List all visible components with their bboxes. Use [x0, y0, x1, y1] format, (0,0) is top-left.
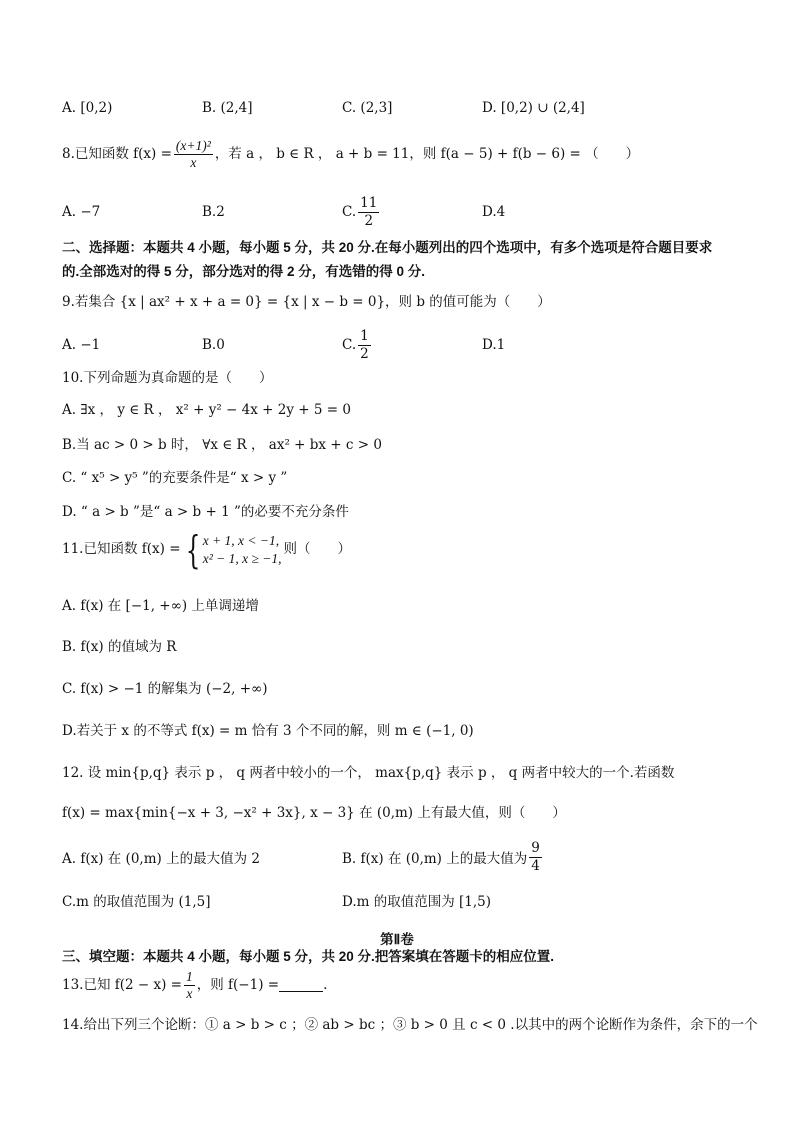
q12-option-c: C.m 的取值范围为 (1,5] [62, 894, 211, 910]
q10-stem: 10.下列命题为真命题的是（ ） [62, 370, 273, 386]
q8-c-den: 2 [364, 212, 374, 229]
q9-option-c [342, 325, 373, 365]
section2-line1: 二、选择题：本题共 4 小题，每小题 5 分，共 20 分.在每小题列出的四个选项中，有多个选项是符合题目要求 [62, 240, 713, 255]
q8-options [62, 192, 762, 232]
q11-stem [62, 528, 351, 572]
q10-option-c: C. “ x⁵ > y⁵ ”的充要条件是“ x > y ” [62, 470, 288, 486]
q8-option-c-fraction [358, 195, 379, 228]
q7-option-a: A. [0,2) [62, 100, 113, 116]
q8-frac-den: x [190, 155, 197, 171]
q8-frac-num: (x+1)² [174, 138, 213, 155]
section2-line2: 的.全部选对的得 5 分，部分选对的得 2 分，有选错的得 0 分. [62, 264, 426, 279]
section3-heading: 三、填空题：本题共 4 小题，每小题 5 分，共 20 分.把答案填在答题卡的相应位置. [62, 949, 555, 964]
q9-c-num: 1 [360, 328, 369, 345]
q7-option-b: B. (2,4] [202, 100, 253, 116]
q7-options [62, 88, 762, 128]
q13-fraction [184, 969, 195, 1002]
q14-stem: 14.给出下列三个论断：① a > b > c ；② ab > bc ；③ b > 0 且 c < 0 .以其中的两个论断作为条件，余下的一个 [62, 1017, 758, 1033]
q8-c-num: 11 [360, 195, 378, 212]
q11-suffix: 则（ ） [283, 541, 351, 558]
q13-frac-num: 1 [184, 969, 195, 986]
q9-stem: 9.若集合 {x | ax² + x + a = 0} = {x | x − b = 0}，则 b 的值可能为（ ） [62, 294, 551, 310]
q8-option-a: A. −7 [62, 204, 101, 220]
q13-stem [62, 969, 327, 1002]
q9-option-c-fraction [358, 328, 371, 361]
q11-prefix: 11.已知函数 f(x) = [62, 541, 181, 558]
q12-options-ab [62, 837, 762, 877]
q8-suffix: ，若 a ， b ∈ R ， a + b = 11，则 f(a − 5) + f(b − 6) = （ ） [214, 145, 640, 162]
q12-option-b [342, 837, 544, 877]
q13-suffix: ，则 f(−1) = [196, 976, 280, 993]
q7-option-d: D. [0,2) ∪ (2,4] [482, 100, 585, 116]
q12-option-b-fraction [529, 840, 542, 873]
q10-option-d: D. “ a > b ”是“ a > b + 1 ”的必要不充分条件 [62, 504, 349, 520]
q11-cases [203, 532, 282, 568]
q11-option-a: A. f(x) 在 [−1, +∞) 上单调递增 [62, 598, 259, 614]
q13-end: . [323, 976, 328, 993]
q11-option-c: C. f(x) > −1 的解集为 (−2, +∞) [62, 681, 268, 697]
q8-option-d: D.4 [482, 204, 506, 220]
q12-line1: 12. 设 min{p,q} 表示 p ， q 两者中较小的一个， max{p,q} 表示 p ， q 两者中较大的一个.若函数 [62, 765, 675, 781]
q9-option-c-label: C. [342, 337, 357, 353]
q9-c-den: 2 [360, 345, 369, 362]
q12-b-num: 9 [531, 840, 540, 857]
q9-option-a: A. −1 [62, 337, 101, 353]
q9-options [62, 325, 762, 365]
part2-title: 第Ⅱ卷 [380, 932, 414, 947]
q7-option-c: C. (2,3] [342, 100, 393, 116]
q13-frac-den: x [186, 986, 193, 1002]
q8-fraction [174, 138, 213, 171]
q8-option-c [342, 192, 381, 232]
q13-answer-blank [279, 979, 323, 992]
q12-options-cd [62, 880, 762, 920]
q12-option-d: D.m 的取值范围为 [1,5) [342, 894, 492, 910]
q8-option-c-label: C. [342, 204, 357, 220]
q11-option-d: D.若关于 x 的不等式 f(x) = m 恰有 3 个不同的解，则 m ∈ (−1, 0) [62, 723, 474, 739]
q12-line2: f(x) = max{min{−x + 3, −x² + 3x}, x − 3} 在 (0,m) 上有最大值，则（ ） [62, 805, 566, 821]
q10-option-b: B.当 ac > 0 > b 时， ∀x ∈ R ， ax² + bx + c > 0 [62, 437, 382, 453]
q11-brace: { [185, 528, 200, 572]
q11-option-b: B. f(x) 的值域为 R [62, 639, 177, 655]
q13-prefix: 13.已知 f(2 − x) = [62, 976, 182, 993]
q12-b-den: 4 [531, 857, 540, 874]
q12-option-b-label: B. f(x) 在 (0,m) 上的最大值为 [342, 851, 528, 867]
q8-prefix: 8.已知函数 f(x) = [62, 145, 172, 162]
q9-option-b: B.0 [202, 337, 225, 353]
q9-option-d: D.1 [482, 337, 506, 353]
q12-option-a: A. f(x) 在 (0,m) 上的最大值为 2 [62, 851, 260, 867]
q8-option-b: B.2 [202, 204, 225, 220]
q10-option-a: A. ∃x ， y ∈ R ， x² + y² − 4x + 2y + 5 = 0 [62, 402, 351, 418]
q11-case1: x + 1, x < −1, [202, 532, 280, 548]
q8-stem [62, 138, 639, 171]
q11-case2: x² − 1, x ≥ −1, [202, 551, 282, 566]
